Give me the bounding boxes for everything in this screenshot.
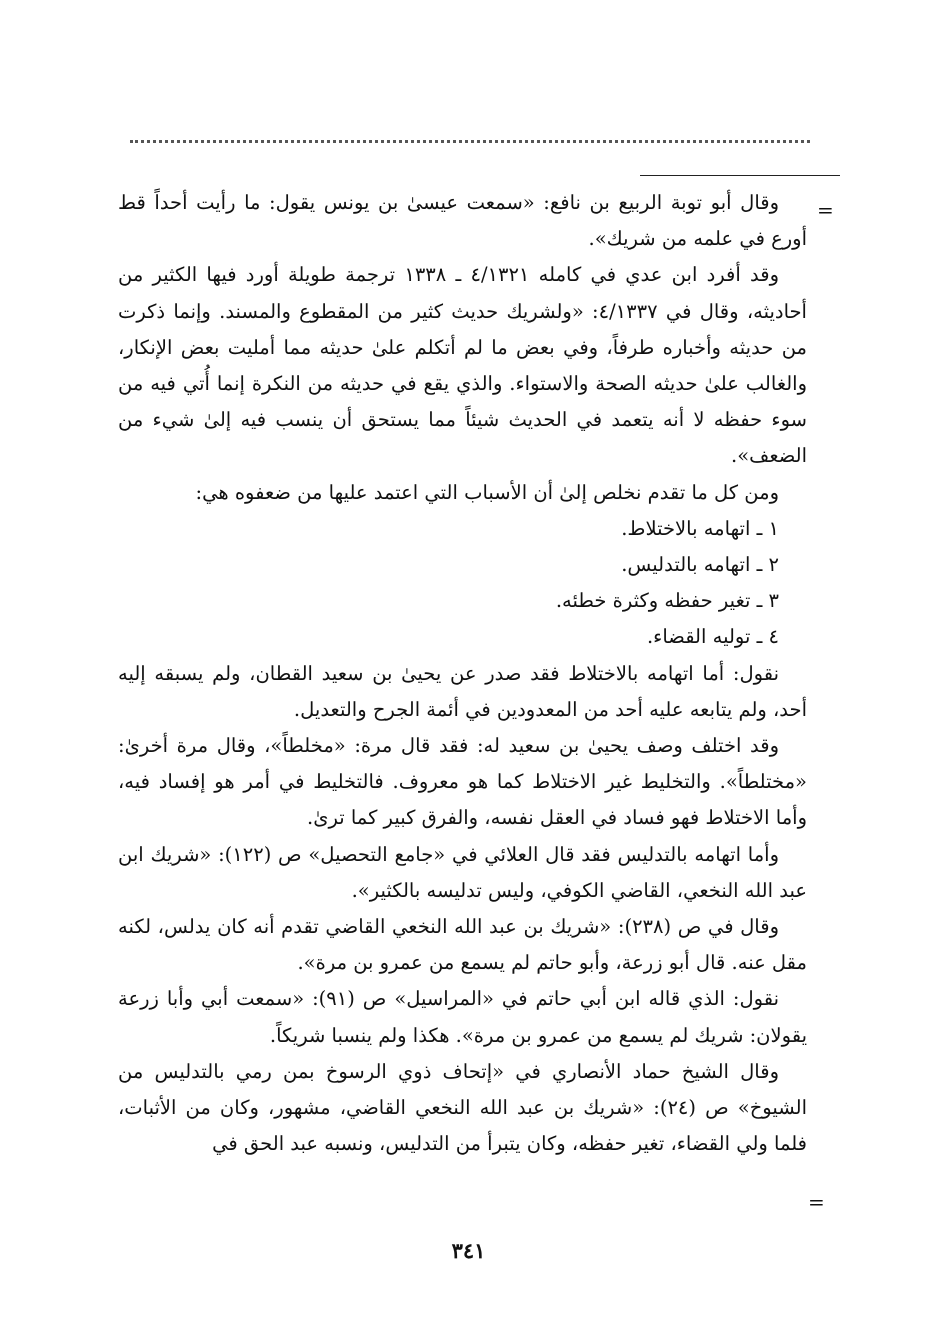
continuation-mark-top: = xyxy=(817,198,834,222)
continuation-mark-bottom: = xyxy=(808,1190,825,1214)
page-number: ٣٤١ xyxy=(451,1238,486,1263)
footnote-separator-rule xyxy=(640,175,840,176)
paragraph-hammad-ansari: وقال الشيخ حماد الأنصاري في «إتحاف ذوي الرسوخ بمن رمي بالتدليس من الشيوخ» ص (٢٤): «شريك بن عبد الله النخعي القاضي، مشهور، وكان من الأثبات، فلما ولي القضاء، تغير حفظه، وكان يتبرأ من التدليس، ونسبه عبد الحق في xyxy=(118,1059,808,1156)
paragraph-ibn-abi-hatim: نقول: الذي قاله ابن أبي حاتم في «المراسيل» ص (٩١): «سمعت أبي وأبا زرعة يقولان: شريك لم يسمع من عمرو بن مرة». هكذا ولم ينسبا شريكاً. xyxy=(118,987,807,1047)
paragraph-page-238: وقال في ص (٢٣٨): «شريك بن عبد الله النخعي القاضي تقدم أنه كان يدلس، لكنه مقل عنه. قال أبو زرعة، وأبو حاتم لم يسمع من عمرو بن مرة». xyxy=(118,915,807,975)
paragraph-abu-tawba: وقال أبو توبة الربيع بن نافع: «سمعت عيسىٰ بن يونس يقول: ما رأيت أحداً قط أورع في علمه من شريك». xyxy=(118,191,807,251)
paragraph-tadlis-alai: وأما اتهامه بالتدليس فقد قال العلائي في «جامع التحصيل» ص (١٢٢): «شريك ابن عبد الله النخعي، القاضي الكوفي، وليس تدليسه بالكثير». xyxy=(118,842,807,902)
footnote-text-block xyxy=(118,185,807,1162)
paragraph-yahya-description: وقد اختلف وصف يحيىٰ بن سعيد له: فقد قال مرة: «مخلطاً»، وقال مرة أخرىٰ: «مختلطاً». والتخليط غير الاختلاط كما هو معروف. فالتخليط في أمر هو إفساد فيه، وأما الاختلاط فهو فساد في العقل نفسه، والفرق كبير كما ترىٰ. xyxy=(118,734,807,830)
paragraph-summary: ومن كل ما تقدم نخلص إلىٰ أن الأسباب التي اعتمد عليها من ضعفوه هي: xyxy=(195,480,779,504)
paragraph-ibn-adi: وقد أفرد ابن عدي في كامله ٤/١٣٢١ ـ ١٣٣٨ ترجمة طويلة أورد فيها الكثير من أحاديثه، وقال في ٤/١٣٣٧: «ولشريك حديث كثير من المقطوع والمسند. وإنما ذكرت من حديثه وأخباره طرفاً، وفي بعض ما لم أتكلم علىٰ حديثه مما أمليت بعض الإنكار، والغالب علىٰ حديثه الصحة والاستواء. والذي يقع في حديثه من النكرة إنما أُتي فيه من سوء حفظه لا أنه يتعمد في الحديث شيئاً مما يستحق أن ينسب فيه إلىٰ شيء من الضعف». xyxy=(118,263,807,468)
list-item-3: ٣ ـ تغير حفظه وكثرة خطئه. xyxy=(555,589,779,613)
header-dotted-rule xyxy=(130,140,810,143)
list-item-1: ١ ـ اتهامه بالاختلاط. xyxy=(621,516,779,540)
paragraph-ikhtilat: نقول: أما اتهامه بالاختلاط فقد صدر عن يحيىٰ بن سعيد القطان، ولم يسبقه إليه أحد، ولم يتابعه عليه أحد من المعدودين في أئمة الجرح والتعديل. xyxy=(118,661,807,721)
list-item-2: ٢ ـ اتهامه بالتدليس. xyxy=(621,553,779,577)
list-item-4: ٤ ـ توليه القضاء. xyxy=(646,625,779,649)
